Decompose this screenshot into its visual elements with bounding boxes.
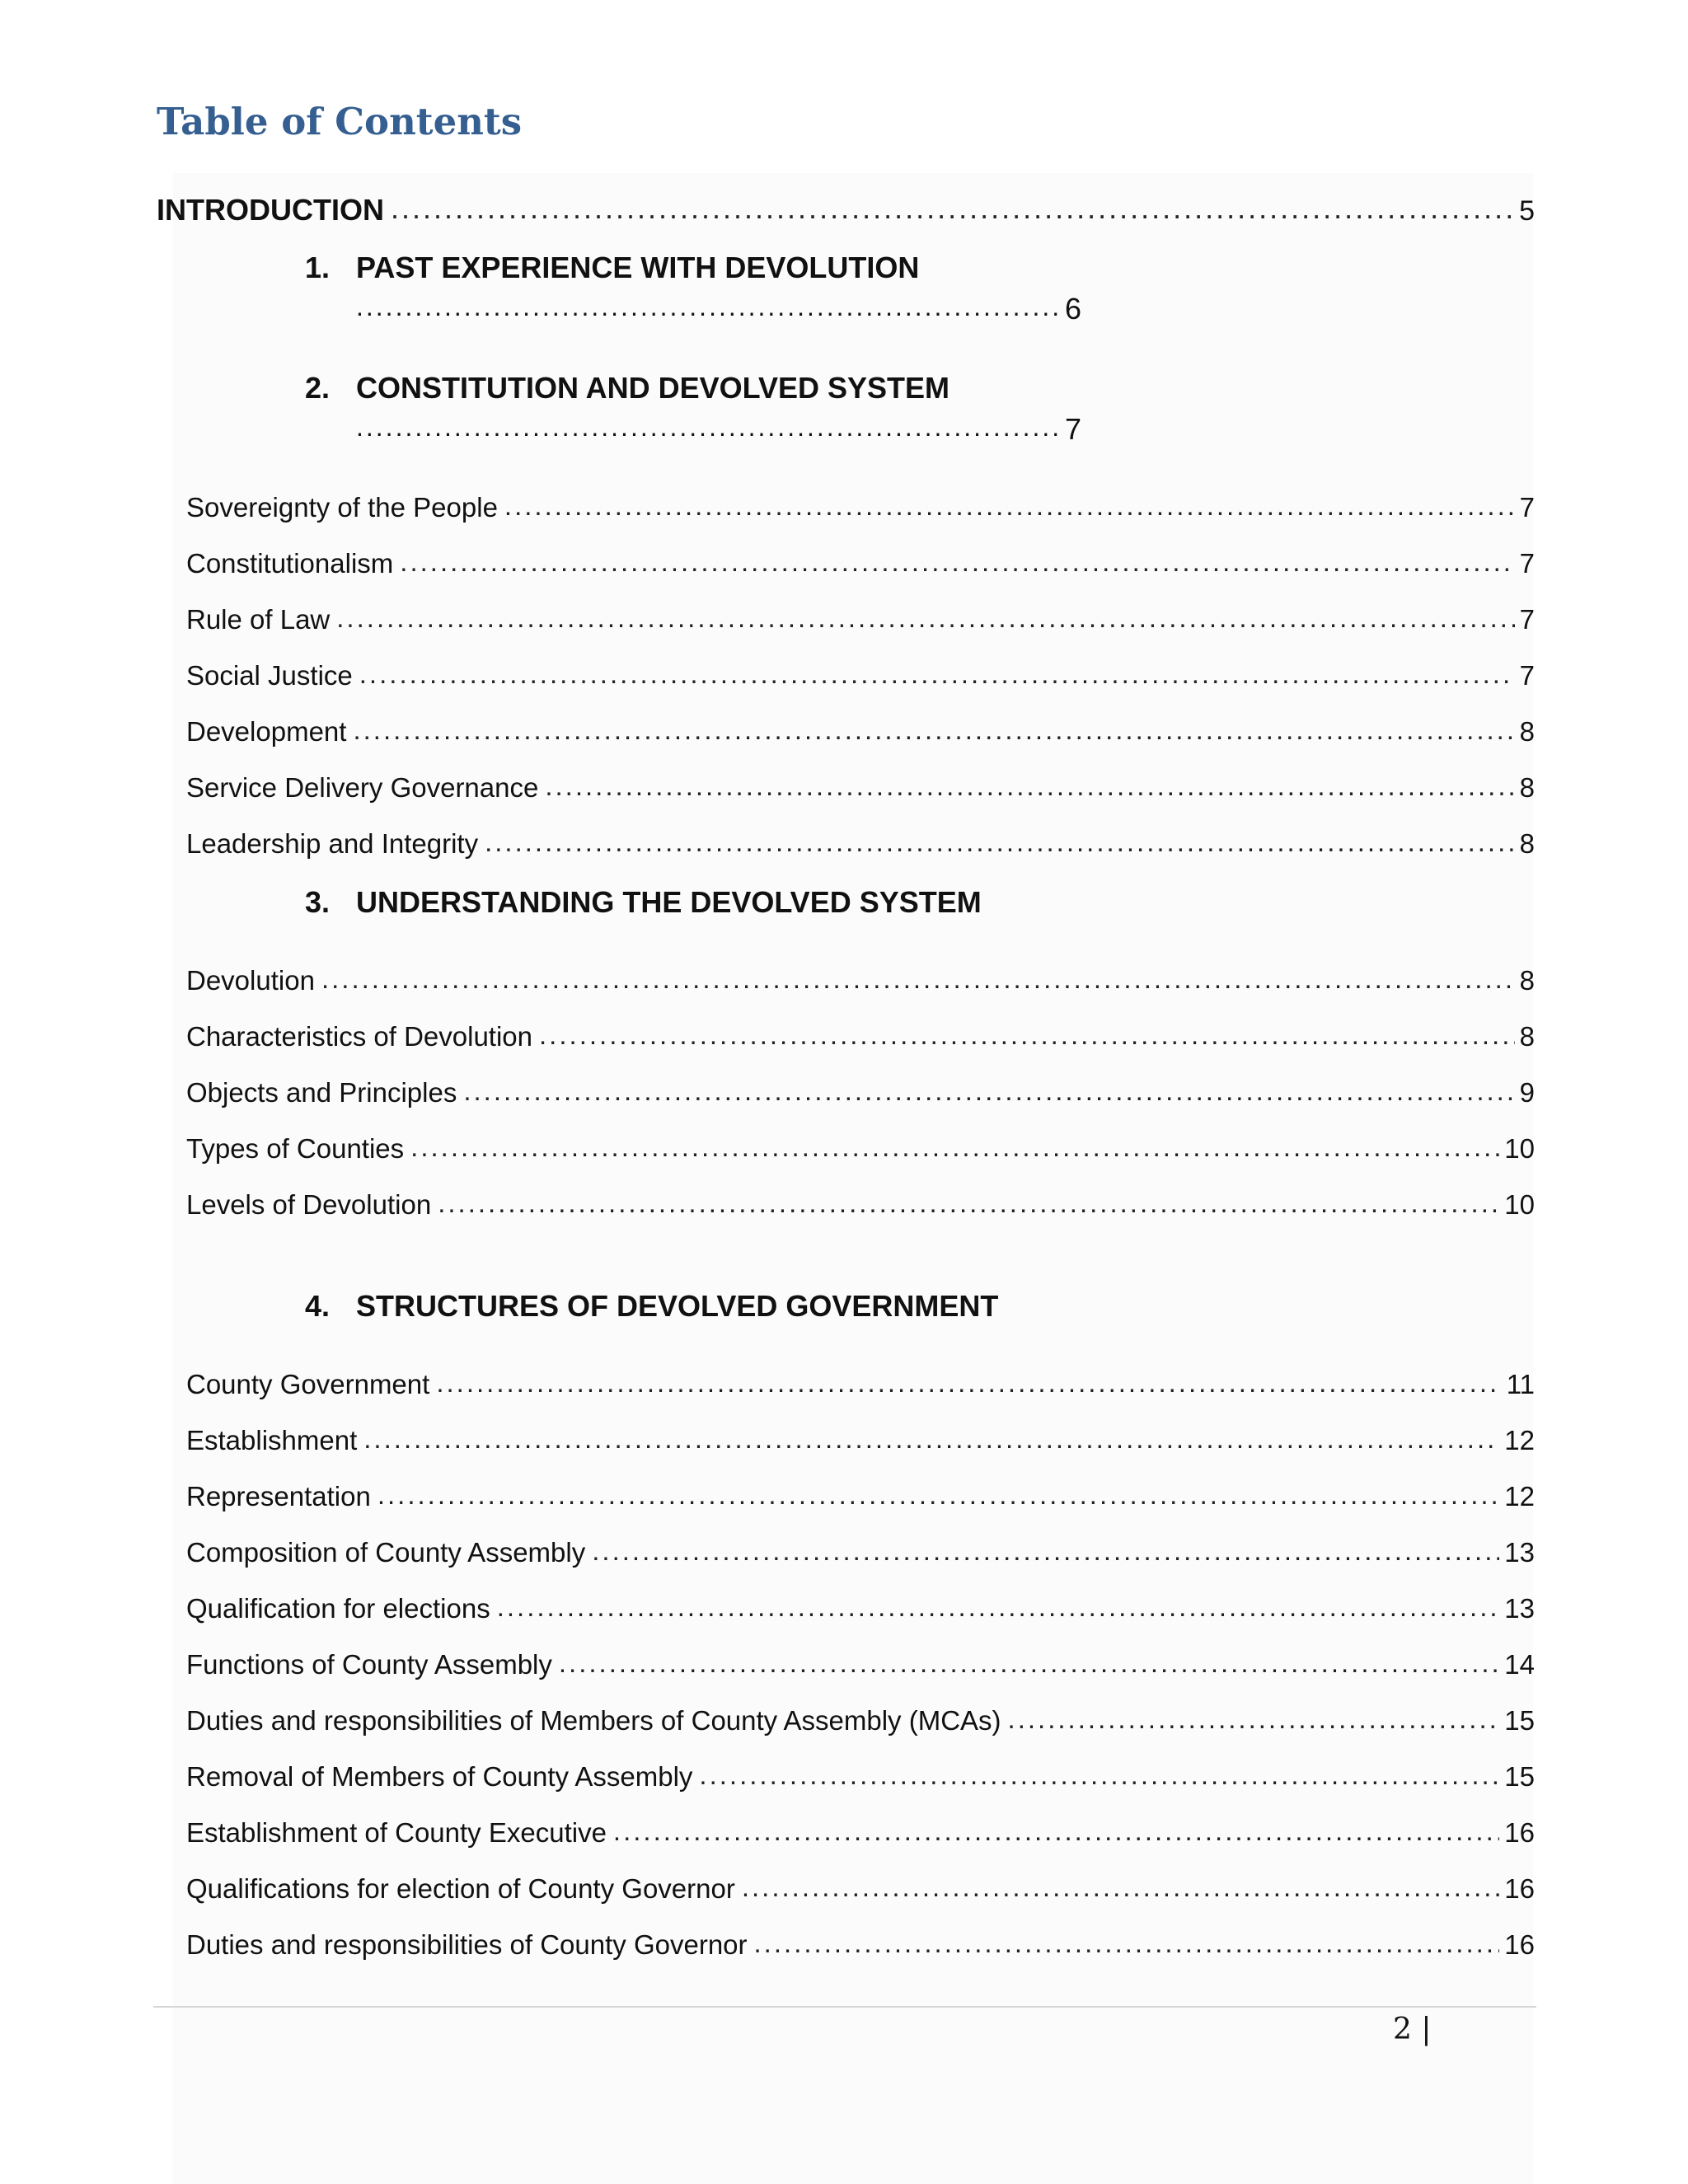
- section-number: 4.: [305, 1289, 331, 1323]
- toc-entry-label: Leadership and Integrity: [186, 828, 479, 859]
- toc-entry-page: 5: [1519, 195, 1535, 227]
- toc-entry-page: 8: [1519, 1021, 1535, 1052]
- toc-entry-label: Establishment of County Executive: [186, 1817, 607, 1848]
- toc-entry-page: 9: [1519, 1077, 1535, 1108]
- toc-entry-page: 14: [1504, 1649, 1535, 1680]
- toc-entry-page: 10: [1504, 1189, 1535, 1220]
- dot-leader: [613, 1813, 1499, 1849]
- toc-entry[interactable]: [186, 1479, 1535, 1515]
- toc-entry-page: 10: [1504, 1133, 1535, 1164]
- section-heading-1[interactable]: [305, 247, 919, 288]
- dot-leader: [699, 1757, 1499, 1793]
- dot-leader: [363, 1421, 1499, 1457]
- dot-leader: [356, 405, 1060, 448]
- toc-entry-page: 7: [1519, 492, 1535, 523]
- dot-leader: [438, 1185, 1499, 1221]
- toc-entry-page: 16: [1504, 1873, 1535, 1904]
- section-leader-1: [356, 288, 1081, 330]
- toc-entry-page: 8: [1519, 965, 1535, 996]
- toc-entry[interactable]: [186, 1187, 1535, 1223]
- section-label: PAST EXPERIENCE WITH DEVOLUTION: [356, 251, 920, 284]
- section-heading-4[interactable]: [305, 1286, 998, 1327]
- dot-leader: [485, 824, 1515, 860]
- dot-leader: [497, 1589, 1500, 1625]
- section-heading-3[interactable]: [305, 882, 982, 923]
- section-page: 6: [1064, 292, 1081, 326]
- toc-entry-page: 15: [1504, 1705, 1535, 1736]
- toc-entry[interactable]: [186, 1815, 1535, 1851]
- toc-entry-page: 13: [1504, 1537, 1535, 1568]
- dot-leader: [592, 1533, 1499, 1569]
- section-label: UNDERSTANDING THE DEVOLVED SYSTEM: [356, 885, 982, 919]
- toc-entry-label: County Government: [186, 1369, 430, 1399]
- toc-entry-label: Removal of Members of County Assembly: [186, 1761, 693, 1792]
- dot-leader: [353, 712, 1514, 748]
- dot-leader: [400, 544, 1514, 580]
- toc-entry[interactable]: [186, 714, 1535, 750]
- toc-title: Table of Contents: [157, 100, 523, 143]
- toc-entry-label: Objects and Principles: [186, 1077, 457, 1108]
- dot-leader: [1008, 1701, 1500, 1737]
- dot-leader: [436, 1365, 1501, 1401]
- toc-entry-label: Sovereignty of the People: [186, 492, 498, 523]
- toc-entry-label: Establishment: [186, 1425, 358, 1455]
- toc-entry[interactable]: [186, 1535, 1535, 1571]
- section-label: CONSTITUTION AND DEVOLVED SYSTEM: [356, 371, 950, 405]
- toc-entry-page: 11: [1506, 1369, 1535, 1399]
- toc-entry-label: Service Delivery Governance: [186, 772, 539, 803]
- toc-entry-label: Composition of County Assembly: [186, 1537, 586, 1568]
- dot-leader: [742, 1869, 1499, 1905]
- toc-entry-page: 7: [1519, 604, 1535, 635]
- toc-entry-label: Development: [186, 716, 347, 747]
- toc-entry-label: INTRODUCTION: [157, 193, 384, 227]
- toc-entry-page: 8: [1519, 716, 1535, 747]
- section-number: 2.: [305, 371, 331, 405]
- toc-entry-label: Devolution: [186, 965, 315, 996]
- dot-leader: [391, 190, 1514, 227]
- toc-entry-page: 12: [1504, 1425, 1535, 1455]
- toc-entry[interactable]: [186, 490, 1535, 526]
- toc-entry-page: 8: [1519, 772, 1535, 803]
- toc-entry[interactable]: [186, 1703, 1535, 1739]
- toc-entry[interactable]: [186, 1927, 1535, 1963]
- toc-entry-page: 13: [1504, 1593, 1535, 1624]
- toc-entry[interactable]: [186, 1131, 1535, 1167]
- toc-entry[interactable]: [186, 602, 1535, 638]
- section-heading-2[interactable]: [305, 368, 950, 409]
- section-page: 7: [1064, 412, 1081, 446]
- page-number: 2 |: [1393, 2013, 1432, 2046]
- toc-entry-label: Social Justice: [186, 660, 353, 691]
- toc-entry-label: Rule of Law: [186, 604, 331, 635]
- footer-rule: [153, 2006, 1536, 2008]
- toc-entry[interactable]: [186, 658, 1535, 694]
- toc-entry[interactable]: [186, 1422, 1535, 1459]
- toc-entry[interactable]: [186, 770, 1535, 806]
- toc-entry-page: 16: [1504, 1817, 1535, 1848]
- toc-entry-page: 15: [1504, 1761, 1535, 1792]
- dot-leader: [559, 1645, 1499, 1681]
- toc-entry[interactable]: [186, 963, 1535, 999]
- toc-entry[interactable]: [186, 1019, 1535, 1055]
- dot-leader: [321, 961, 1515, 997]
- toc-entry-introduction[interactable]: [157, 192, 1535, 229]
- dot-leader: [545, 768, 1514, 804]
- toc-entry[interactable]: [186, 1647, 1535, 1683]
- toc-entry-label: Qualifications for election of County Governor: [186, 1873, 735, 1904]
- toc-entry-label: Levels of Devolution: [186, 1189, 432, 1220]
- toc-entry-label: Duties and responsibilities of County Governor: [186, 1929, 748, 1960]
- toc-entry[interactable]: [186, 1366, 1535, 1403]
- dot-leader: [336, 600, 1514, 636]
- toc-entry-page: 16: [1504, 1929, 1535, 1960]
- dot-leader: [359, 656, 1515, 692]
- dot-leader: [377, 1477, 1499, 1513]
- toc-entry[interactable]: [186, 826, 1535, 862]
- toc-entry-page: 7: [1519, 548, 1535, 579]
- toc-entry-label: Representation: [186, 1481, 371, 1511]
- toc-entry-page: 8: [1519, 828, 1535, 859]
- dot-leader: [356, 285, 1060, 327]
- toc-entry[interactable]: [186, 1759, 1535, 1795]
- dot-leader: [754, 1925, 1500, 1961]
- section-leader-2: [356, 409, 1081, 451]
- toc-entry[interactable]: [186, 1075, 1535, 1111]
- toc-entry-label: Qualification for elections: [186, 1593, 490, 1624]
- dot-leader: [410, 1129, 1499, 1165]
- section-label: STRUCTURES OF DEVOLVED GOVERNMENT: [356, 1289, 999, 1323]
- dot-leader: [463, 1073, 1514, 1109]
- toc-entry-page: 7: [1519, 660, 1535, 691]
- toc-entry-label: Characteristics of Devolution: [186, 1021, 533, 1052]
- dot-leader: [504, 488, 1515, 524]
- toc-entry-label: Types of Counties: [186, 1133, 405, 1164]
- toc-entry[interactable]: [186, 546, 1535, 582]
- toc-entry[interactable]: [186, 1871, 1535, 1907]
- section-number: 1.: [305, 251, 331, 284]
- dot-leader: [539, 1017, 1515, 1053]
- toc-entry-page: 12: [1504, 1481, 1535, 1511]
- section-number: 3.: [305, 885, 331, 919]
- toc-entry[interactable]: [186, 1591, 1535, 1627]
- toc-entry-label: Constitutionalism: [186, 548, 394, 579]
- toc-entry-label: Duties and responsibilities of Members of County Assembly (MCAs): [186, 1705, 1001, 1736]
- toc-entry-label: Functions of County Assembly: [186, 1649, 552, 1680]
